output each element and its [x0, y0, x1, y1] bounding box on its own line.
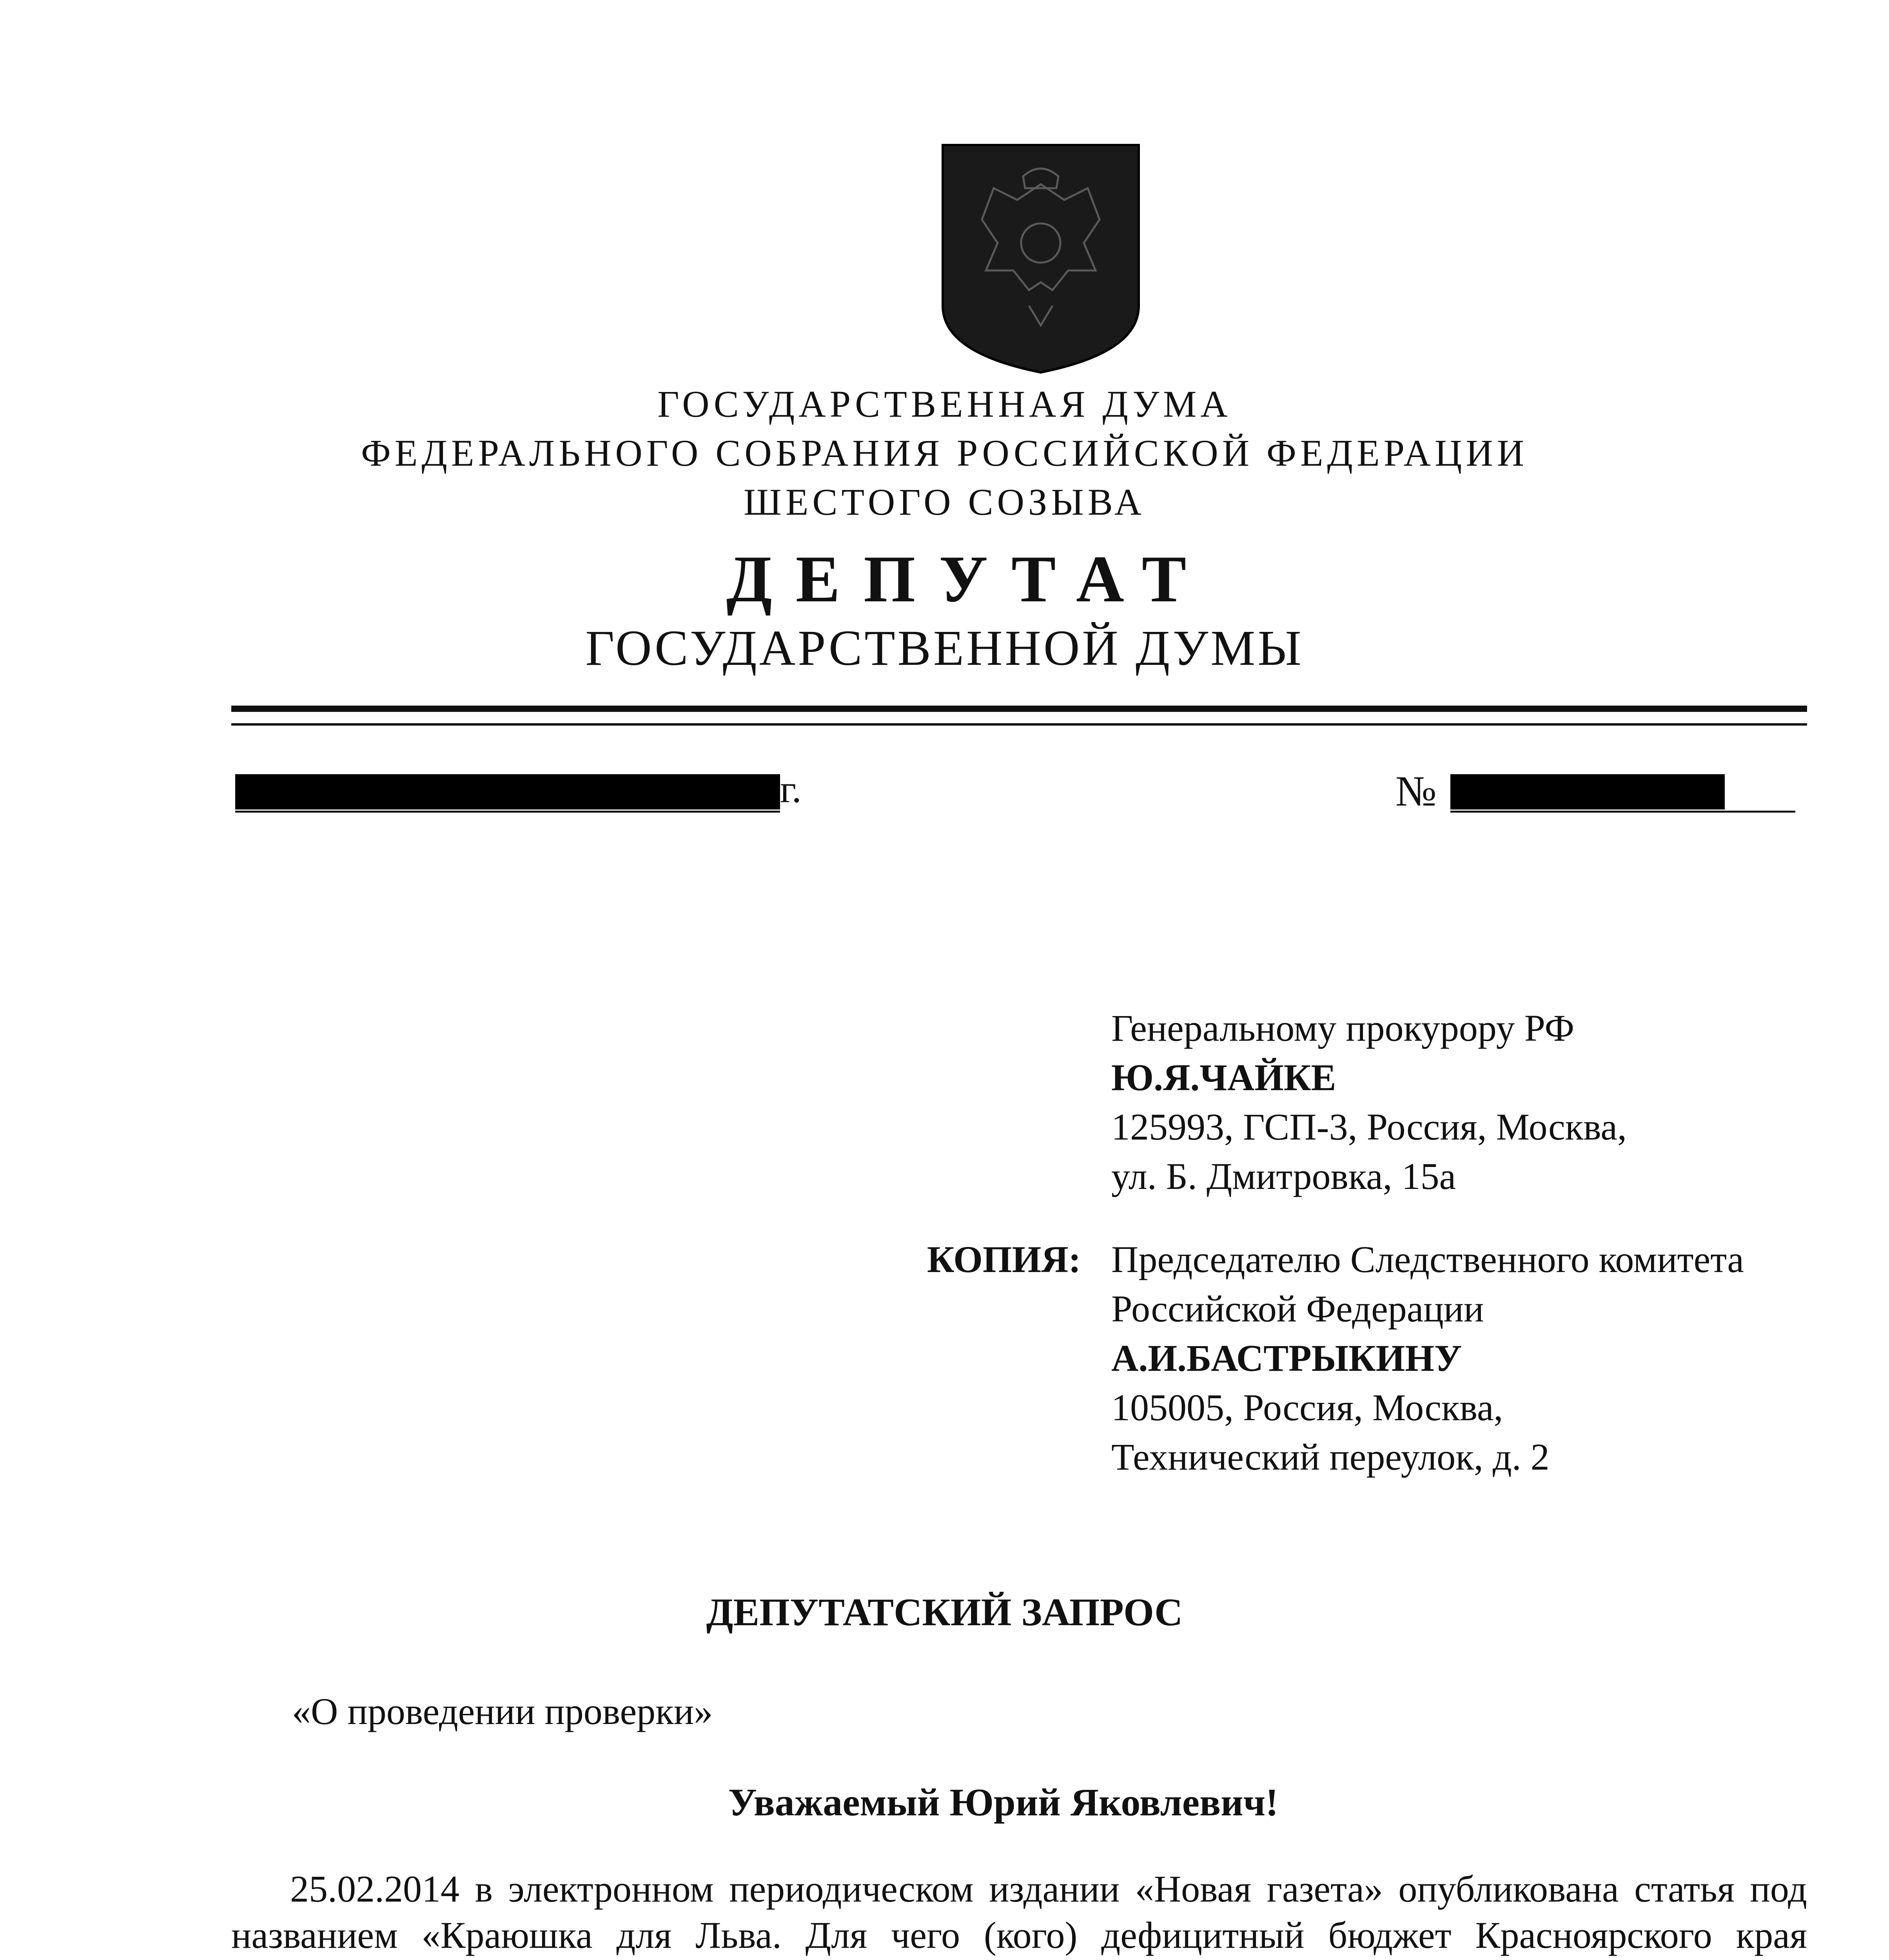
- number-prefix: №: [1395, 767, 1437, 815]
- paragraph-1: [231, 1866, 1807, 1960]
- date-underline: [235, 811, 780, 813]
- copy-position-1: Председателю Следственного комитета: [1111, 1238, 1744, 1280]
- copy-name: А.И.БАСТРЫКИНУ: [1111, 1337, 1462, 1379]
- recipient-address-1: 125993, ГСП-3, Россия, Москва,: [1111, 1106, 1627, 1148]
- copy-position-2: Российской Федерации: [1111, 1288, 1484, 1330]
- number-underline: [1450, 811, 1795, 813]
- recipient-name: Ю.Я.ЧАЙКЕ: [1111, 1056, 1336, 1098]
- gosduma-subheading: ГОСУДАРСТВЕННОЙ ДУМЫ: [585, 620, 1304, 676]
- header-line-1: ГОСУДАРСТВЕННАЯ ДУМА: [657, 383, 1232, 425]
- date-suffix: г.: [780, 767, 802, 811]
- salutation: Уважаемый Юрий Яковлевич!: [728, 1780, 1279, 1824]
- paragraph-1-text-start: 25.02.2014 в электронном периодическом издании «Новая газета» опубликована статья под названием «Краюшка для Льва. Для чего (кого) дефицитный бюджет Красноярского края: [231, 1868, 1807, 1956]
- date-redaction: [235, 774, 780, 809]
- deputat-heading: ДЕПУТАТ: [726, 542, 1210, 616]
- header-thin-rule: [231, 723, 1807, 726]
- number-redaction: [1450, 774, 1725, 809]
- document-title: ДЕПУТАТСКИЙ ЗАПРОС: [706, 1590, 1183, 1634]
- header-line-2: ФЕДЕРАЛЬНОГО СОБРАНИЯ РОССИЙСКОЙ ФЕДЕРАЦИИ: [361, 432, 1528, 474]
- copy-label: КОПИЯ:: [927, 1238, 1081, 1280]
- recipient-address-2: ул. Б. Дмитровка, 15а: [1111, 1155, 1456, 1197]
- header-line-3: ШЕСТОГО СОЗЫВА: [743, 481, 1146, 523]
- recipient-position: Генеральному прокурору РФ: [1111, 1007, 1575, 1049]
- copy-address-1: 105005, Россия, Москва,: [1111, 1387, 1503, 1428]
- header-thick-rule: [231, 706, 1807, 712]
- recipient-block: [1111, 1004, 1627, 1201]
- copy-address-2: Технический переулок, д. 2: [1111, 1436, 1550, 1478]
- document-subject: «О проведении проверки»: [292, 1690, 713, 1732]
- copy-block: [1111, 1235, 1744, 1482]
- coat-of-arms-emblem: [939, 141, 1143, 376]
